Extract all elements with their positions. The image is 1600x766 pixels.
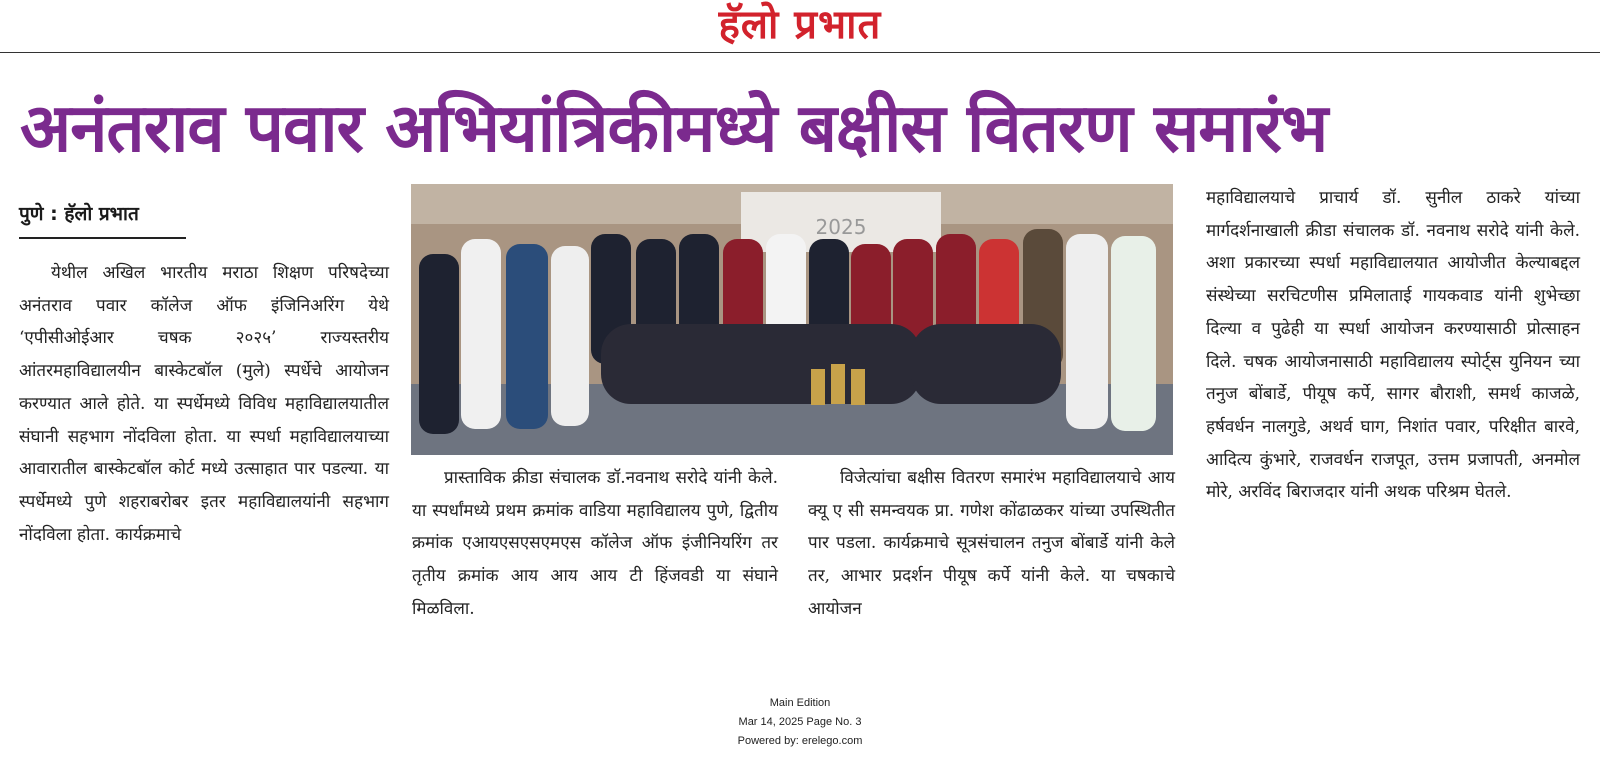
- article-column-2: [412, 462, 778, 626]
- banner-text: 2025: [815, 215, 867, 239]
- article-column-3: [808, 462, 1175, 626]
- footer-edition: Main Edition: [769, 697, 831, 709]
- article-headline: अनंतराव पवार अभियांत्रिकीमध्ये बक्षीस वितरण समारंभ: [20, 89, 1328, 167]
- group-photo-image: [411, 184, 1173, 455]
- column-3-text: विजेत्यांचा बक्षीस वितरण समारंभ महाविद्यालयाचे आय क्यू ए सी समन्वयक प्रा. गणेश कोंढाळकर यांच्या उपस्थितीत पार पडला. कार्यक्रमाचे सूत्रसंचालन तनुज बोंबार्डे यांनी केले तर, आभार प्रदर्शन पीयूष कर्पे यांनी केले. या चषकाचे आयोजन: [808, 468, 1175, 619]
- masthead-rule: [0, 52, 1600, 53]
- column-1-text: येथील अखिल भारतीय मराठा शिक्षण परिषदेच्या अनंतराव पवार कॉलेज ऑफ इंजिनिअरिंग येथे ‘एपीसीओईआर चषक २०२५’ राज्यस्तरीय आंतरमहाविद्यालयीन बास्केटबॉल (मुले) स्पर्धेचे आयोजन करण्यात आले होते. या स्पर्धेमध्ये विविध महाविद्यालयातील संघानी सहभाग नोंदविला होता. या स्पर्धा महाविद्यालयाच्या आवारातील बास्केटबॉल कोर्ट मध्ये उत्साहात पार पडल्या. या स्पर्धेमध्ये पुणे शहराबरोबर इतर महाविद्यालयांनी सहभाग नोंदविला होता. कार्यक्रमाचे: [19, 263, 389, 545]
- newspaper-name: हॅलो प्रभात: [718, 2, 882, 48]
- byline-rule: [19, 237, 186, 239]
- footer-date-page: Mar 14, 2025 Page No. 3: [738, 716, 862, 728]
- byline: पुणे : हॅलो प्रभात: [19, 203, 139, 225]
- article-column-4: [1206, 182, 1580, 509]
- footer-powered-by[interactable]: Powered by: erelego.com: [737, 735, 863, 747]
- column-2-text: प्रास्ताविक क्रीडा संचालक डॉ.नवनाथ सरोदे यांनी केले. या स्पर्धांमध्ये प्रथम क्रमांक वाडिया महाविद्यालय पुणे, द्वितीय क्रमांक एआयएसएसएमएस कॉलेज ऑफ इंजीनियरिंग तर तृतीय क्रमांक आय आय आय टी हिंजवडी या संघाने मिळविला.: [412, 468, 778, 619]
- article-photo: [411, 184, 1173, 455]
- masthead: [0, 0, 1600, 54]
- column-4-text: महाविद्यालयाचे प्राचार्य डॉ. सुनील ठाकरे यांच्या मार्गदर्शनाखाली क्रीडा संचालक डॉ. नवनाथ सरोदे यांनी केले. अशा प्रकारच्या स्पर्धा महाविद्यालयात आयोजीत केल्याबद्दल संस्थेच्या सरचिटणीस प्रमिलाताई गायकवाड यांनी शुभेच्छा दिल्या व पुढेही या स्पर्धा आयोजन करण्यासाठी प्रोत्साहन दिले. चषक आयोजनासाठी महाविद्यालय स्पोर्ट्स युनियन च्या तनुज बोंबार्डे, पीयूष कर्पे, सागर बौराशी, समर्थ काजळे, हर्षवर्धन नालगुडे, अथर्व घाग, निशांत पवार, परिक्षीत बारवे, आदित्य कुंभारे, राजवर्धन राजपूत, उत्तम प्रजापती, अनमोल मोरे, अरविंद बिराजदार यांनी अथक परिश्रम घेतले.: [1206, 188, 1580, 503]
- article-column-1: [19, 257, 389, 551]
